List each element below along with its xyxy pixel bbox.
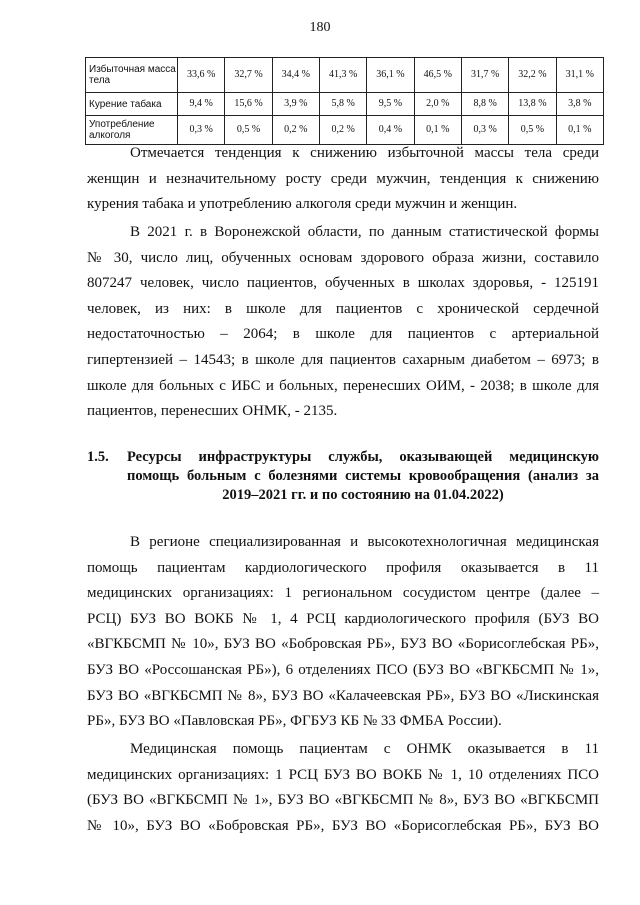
text-line: В 2021 г. в Воронежской области, по данным статистической формы: [130, 224, 599, 240]
table-row: [86, 93, 604, 116]
heading-line: Ресурсы инфраструктуры службы, оказывающей медицинскую: [127, 449, 599, 465]
table-cell: 0,1 %: [556, 116, 603, 145]
table-cell: 0,5 %: [225, 116, 272, 145]
page-number: 180: [309, 20, 331, 35]
text-line: медицинских организациях: 1 РСЦ БУЗ ВО ВОКБ № 1, 10 отделениях ПСО: [87, 766, 599, 783]
heading-line: 2019–2021 гг. и по состоянию на 01.04.2022): [222, 487, 504, 503]
text-line: Отмечается тенденция к снижению избыточной массы тела среди: [130, 145, 599, 161]
table-cell: 46,5 %: [414, 58, 461, 93]
text-line: недостаточностью – 2064; в школе для пациентов с артериальной: [87, 326, 599, 343]
table-cell: 32,7 %: [225, 58, 272, 93]
text-line: школе для больных с ИБС и больных, перенесших ОИМ, - 2038; в школе для: [87, 377, 599, 394]
text-line: № 10», БУЗ ВО «Бобровская РБ», БУЗ ВО «Борисоглебская РБ», БУЗ ВО: [87, 817, 599, 834]
table-cell: 0,1 %: [414, 116, 461, 145]
table-cell: 0,4 %: [367, 116, 414, 145]
text-line: (БУЗ ВО «ВГКБСМП № 1», БУЗ ВО «ВГКБСМП № 8», БУЗ ВО «ВГКБСМП: [87, 792, 599, 809]
table-cell: 13,8 %: [509, 93, 556, 116]
text-line: пациентов, перенесших ОНМК, - 2135.: [87, 403, 338, 420]
table-cell: 5,8 %: [319, 93, 366, 116]
table-cell: 33,6 %: [178, 58, 225, 93]
table-row: [86, 58, 604, 93]
paragraph-stroke-care: [87, 737, 599, 839]
row-label: Избыточная масса тела: [86, 58, 178, 93]
row-label: Употребление алкоголя: [86, 116, 178, 145]
paragraph-cardiology-care: [87, 530, 599, 735]
table-cell: 3,8 %: [556, 93, 603, 116]
table-cell: 3,9 %: [272, 93, 319, 116]
table-cell: 0,3 %: [461, 116, 508, 145]
text-line: № 30, число лиц, обученных основам здорового образа жизни, составило: [87, 249, 599, 266]
section-number: 1.5.: [87, 449, 109, 465]
table-cell: 0,5 %: [509, 116, 556, 145]
table-cell: 34,4 %: [272, 58, 319, 93]
text-line: гипертензией – 14543; в школе для пациентов сахарным диабетом – 6973; в: [87, 351, 599, 368]
row-label: Курение табака: [86, 93, 178, 116]
table-cell: 31,1 %: [556, 58, 603, 93]
section-heading: [87, 448, 599, 505]
text-line: курения табака и употреблению алкоголя среди мужчин и женщин.: [87, 196, 518, 213]
risk-factors-table: [85, 57, 604, 145]
table-cell: 31,7 %: [461, 58, 508, 93]
text-line: В регионе специализированная и высокотехнологичная медицинская: [130, 534, 599, 550]
text-line: 807247 человек, число пациентов, обученных в школах здоровья, - 125191: [87, 275, 599, 292]
table-cell: 36,1 %: [367, 58, 414, 93]
text-line: РБ», БУЗ ВО «Павловская РБ», ФГБУЗ КБ № 33 ФМБА России).: [87, 713, 502, 730]
paragraph-trend: [87, 141, 599, 218]
table-cell: 32,2 %: [509, 58, 556, 93]
text-line: «ВГКБСМП № 10», БУЗ ВО «Бобровская РБ», БУЗ ВО «Борисоглебская РБ»,: [87, 636, 599, 653]
table-cell: 8,8 %: [461, 93, 508, 116]
text-line: женщин и незначительному росту среди мужчин, тенденция к снижению: [87, 170, 599, 187]
text-line: Медицинская помощь пациентам с ОНМК оказывается в 11: [130, 741, 599, 757]
table-cell: 2,0 %: [414, 93, 461, 116]
text-line: человек, из них: в школе для пациентов с хронической сердечной: [87, 300, 599, 317]
text-line: помощь пациентам кардиологического профиля оказывается в 11: [87, 559, 599, 576]
text-line: БУЗ ВО «ВГКБСМП № 8», БУЗ ВО «Калачеевская РБ», БУЗ ВО «Лискинская: [87, 687, 599, 704]
text-line: РСЦ) БУЗ ВО ВОКБ № 1, 4 РСЦ кардиологического профиля (БУЗ ВО: [87, 610, 599, 627]
table-cell: 0,2 %: [319, 116, 366, 145]
table-cell: 9,5 %: [367, 93, 414, 116]
table-cell: 0,3 %: [178, 116, 225, 145]
table-cell: 41,3 %: [319, 58, 366, 93]
paragraph-statistics-2021: [87, 220, 599, 425]
heading-line: помощь больным с болезнями системы кровообращения (анализ за: [127, 468, 599, 484]
text-line: БУЗ ВО «Россошанская РБ»), 6 отделениях ПСО (БУЗ ВО «ВГКБСМП № 1»,: [87, 661, 599, 678]
table-cell: 0,2 %: [272, 116, 319, 145]
text-line: медицинских организациях: 1 региональном сосудистом центре (далее –: [87, 585, 599, 602]
table-cell: 9,4 %: [178, 93, 225, 116]
table-cell: 15,6 %: [225, 93, 272, 116]
